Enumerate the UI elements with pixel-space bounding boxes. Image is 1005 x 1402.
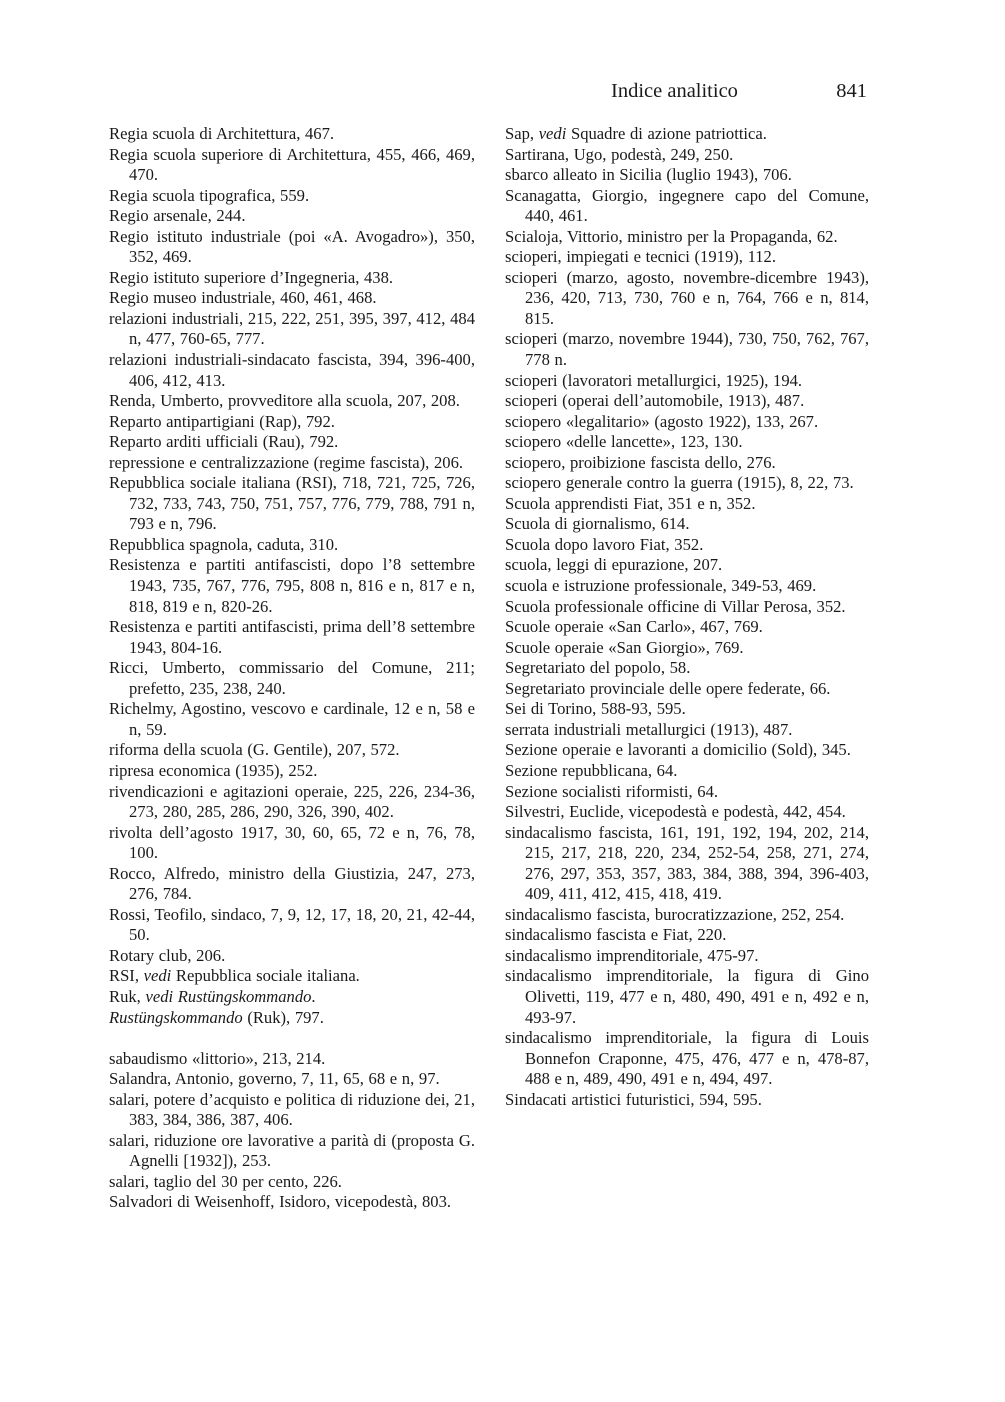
index-entry: scuola e istruzione professionale, 349-53, 469.	[505, 576, 817, 596]
index-entry: Scuola professionale officine di Villar Perosa, 352.	[505, 596, 846, 616]
index-entry: serrata industriali metallurgici (1913), 487.	[505, 719, 793, 739]
index-entry: rivendicazioni e agitazioni operaie, 225, 226, 234-36, 273, 280, 285, 286, 290, 326, 390, 402.	[109, 781, 475, 822]
index-entry: salari, potere d’acquisto e politica di riduzione dei, 21, 383, 384, 386, 387, 406.	[109, 1089, 475, 1130]
entry-text: (Ruk), 797.	[242, 1007, 324, 1027]
index-entry: sbarco alleato in Sicilia (luglio 1943), 706.	[505, 165, 792, 185]
index-entry: Silvestri, Euclide, vicepodestà e podestà, 442, 454.	[505, 802, 846, 822]
index-entry: Sei di Torino, 588-93, 595.	[505, 699, 686, 719]
entry-text: .	[311, 986, 316, 1006]
index-entry: ripresa economica (1935), 252.	[109, 760, 318, 780]
index-entry: Sartirana, Ugo, podestà, 249, 250.	[505, 144, 734, 164]
index-entry: sciopero, proibizione fascista dello, 276.	[505, 452, 776, 472]
index-entry: Repubblica sociale italiana (RSI), 718, 721, 725, 726, 732, 733, 743, 750, 751, 757, 776, 779, 788, 791 n, 793 e n, 796.	[109, 473, 475, 534]
index-entry: relazioni industriali-sindacato fascista, 394, 396-400, 406, 412, 413.	[109, 350, 475, 390]
page-number: 841	[836, 80, 867, 102]
entry-italic: vedi	[143, 966, 172, 986]
index-entry: Resistenza e partiti antifascisti, prima dell’8 settembre 1943, 804-16.	[109, 617, 475, 657]
index-entry: Regia scuola di Architettura, 467.	[109, 124, 335, 143]
index-entry: scioperi (lavoratori metallurgici, 1925), 194.	[505, 370, 803, 390]
index-entry: scuola, leggi di epurazione, 207.	[505, 555, 723, 575]
index-entry: rivolta dell’agosto 1917, 30, 60, 65, 72 e n, 76, 78, 100.	[109, 822, 475, 863]
index-entry: scioperi (marzo, agosto, novembre-dicembre 1943), 236, 420, 713, 730, 760 e n, 764, 766 e n, 814, 815.	[505, 267, 869, 328]
index-entry: relazioni industriali, 215, 222, 251, 395, 397, 412, 484 n, 477, 760-65, 777.	[109, 308, 475, 349]
index-entry: sindacalismo imprenditoriale, la figura di Gino Olivetti, 119, 477 e n, 480, 490, 491 e n, 492 e n, 493-97.	[505, 966, 869, 1027]
index-entry: Salvadori di Weisenhoff, Isidoro, vicepodestà, 803.	[109, 1192, 452, 1212]
index-entry: sindacalismo fascista, 161, 191, 192, 194, 202, 214, 215, 217, 218, 220, 234, 252-54, 258, 271, 274, 276, 297, 353, 357, 383, 384, 388, 394, 396-403, 409, 411, 412, 415, 418, 419.	[505, 822, 869, 904]
index-column-left	[109, 124, 475, 1213]
index-entry: sindacalismo fascista e Fiat, 220.	[505, 925, 727, 945]
index-entry: Salandra, Antonio, governo, 7, 11, 65, 68 e n, 97.	[109, 1069, 440, 1089]
index-entry	[109, 1008, 475, 1029]
entry-italic: Rustüngskommando	[109, 1007, 243, 1027]
index-entry: Segretariato provinciale delle opere federate, 66.	[505, 678, 831, 698]
entry-text: Repubblica sociale italiana.	[171, 966, 360, 986]
index-entry: Rotary club, 206.	[109, 945, 226, 965]
entry-text: RSI,	[109, 966, 144, 986]
index-entry: sciopero «legalitario» (agosto 1922), 133, 267.	[505, 411, 819, 431]
index-entry: Rossi, Teofilo, sindaco, 7, 9, 12, 17, 18, 20, 21, 42-44, 50.	[109, 904, 475, 945]
index-entry: Sezione socialisti riformisti, 64.	[505, 781, 719, 801]
index-entry: Sezione repubblicana, 64.	[505, 760, 678, 780]
index-entry: Scuole operaie «San Carlo», 467, 769.	[505, 617, 763, 637]
entry-text: Ruk,	[109, 986, 146, 1006]
index-entry: repressione e centralizzazione (regime fascista), 206.	[109, 452, 464, 472]
index-entry: riforma della scuola (G. Gentile), 207, 572.	[109, 740, 400, 760]
index-entry: Scuole operaie «San Giorgio», 769.	[505, 637, 744, 657]
index-entry: sindacalismo fascista, burocratizzazione, 252, 254.	[505, 904, 845, 924]
index-entry: Scialoja, Vittorio, ministro per la Propaganda, 62.	[505, 226, 838, 246]
index-entry: sindacalismo imprenditoriale, la figura di Louis Bonnefon Craponne, 475, 476, 477 e n, 478-87, 488 e n, 489, 490, 491 e n, 494, 497.	[505, 1028, 869, 1089]
index-entry: Resistenza e partiti antifascisti, dopo l’8 settembre 1943, 735, 767, 776, 795, 808 n, 816 e n, 817 e n, 818, 819 e n, 820-26.	[109, 555, 475, 616]
index-entry: Reparto arditi ufficiali (Rau), 792.	[109, 432, 339, 452]
index-entry: Repubblica spagnola, caduta, 310.	[109, 534, 339, 554]
index-entry: scioperi (operai dell’automobile, 1913), 487.	[505, 391, 805, 411]
entry-italic: vedi Rustüngskommando	[145, 986, 312, 1006]
index-entry: Sezione operaie e lavoranti a domicilio (Sold), 345.	[505, 740, 851, 760]
index-entry	[505, 124, 869, 145]
index-entry: Rocco, Alfredo, ministro della Giustizia, 247, 273, 276, 784.	[109, 863, 475, 904]
index-column-right	[505, 124, 869, 1110]
index-entry: Reparto antipartigiani (Rap), 792.	[109, 411, 335, 431]
index-entry: sciopero «delle lancette», 123, 130.	[505, 432, 743, 452]
index-entry: sindacalismo imprenditoriale, 475-97.	[505, 945, 759, 965]
index-entry: Regio istituto superiore d’Ingegneria, 438.	[109, 267, 394, 287]
index-entry: Regio arsenale, 244.	[109, 206, 246, 226]
entry-text: Squadre di azione patriottica.	[566, 124, 767, 143]
index-entry: Renda, Umberto, provveditore alla scuola, 207, 208.	[109, 391, 460, 411]
entry-italic: vedi	[538, 124, 567, 143]
index-entry: Regia scuola superiore di Architettura, 455, 466, 469, 470.	[109, 144, 475, 185]
index-entry	[109, 966, 475, 987]
index-entry: Regio istituto industriale (poi «A. Avogadro»), 350, 352, 469.	[109, 226, 475, 267]
index-entry: Regia scuola tipografica, 559.	[109, 185, 310, 205]
index-entry: salari, riduzione ore lavorative a parità di (proposta G. Agnelli [1932]), 253.	[109, 1130, 475, 1171]
index-entry: scioperi, impiegati e tecnici (1919), 112.	[505, 247, 776, 267]
running-title: Indice analitico	[611, 80, 738, 102]
index-entry: sabaudismo «littorio», 213, 214.	[109, 1048, 326, 1068]
index-entry: Scanagatta, Giorgio, ingegnere capo del Comune, 440, 461.	[505, 185, 869, 226]
index-entry: Scuola di giornalismo, 614.	[505, 514, 690, 534]
index-entry: Regio museo industriale, 460, 461, 468.	[109, 288, 377, 308]
index-entry: Sindacati artistici futuristici, 594, 595.	[505, 1089, 762, 1109]
index-entry	[109, 987, 475, 1008]
index-entry: scioperi (marzo, novembre 1944), 730, 750, 762, 767, 778 n.	[505, 329, 869, 370]
index-entry: Richelmy, Agostino, vescovo e cardinale, 12 e n, 58 e n, 59.	[109, 699, 475, 739]
index-entry: salari, taglio del 30 per cento, 226.	[109, 1171, 342, 1191]
index-entry: Segretariato del popolo, 58.	[505, 658, 691, 678]
index-entry: Ricci, Umberto, commissario del Comune, 211; prefetto, 235, 238, 240.	[109, 658, 475, 698]
index-entry: sciopero generale contro la guerra (1915), 8, 22, 73.	[505, 473, 854, 493]
index-entry: Scuola dopo lavoro Fiat, 352.	[505, 534, 704, 554]
entry-text: Sap,	[505, 124, 539, 143]
index-entry: Scuola apprendisti Fiat, 351 e n, 352.	[505, 493, 756, 513]
